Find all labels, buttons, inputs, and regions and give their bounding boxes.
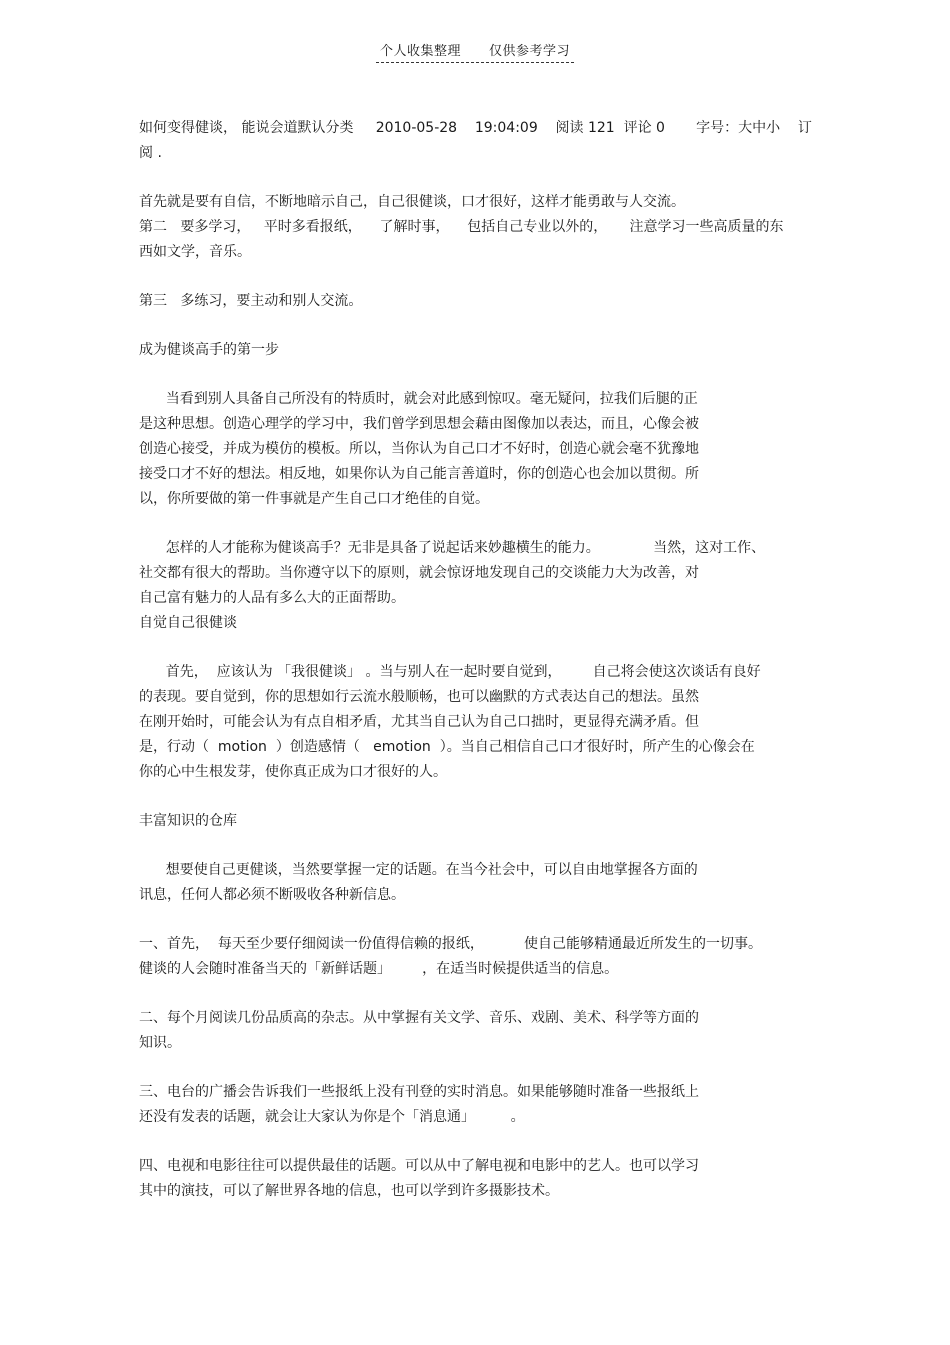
header-right-text: 仅供参考学习: [489, 44, 571, 59]
list-item: [139, 1006, 811, 1056]
document-body: [139, 116, 811, 1204]
meta-line-block: [139, 116, 811, 166]
paragraph: [139, 387, 811, 512]
list-item: [139, 932, 811, 982]
text-line: 社交都有很大的帮助。当你遵守以下的原则，就会惊讶地发现自己的交谈能力大为改善，对: [139, 565, 699, 581]
text-line: 第二 要多学习， 平时多看报纸， 了解时事， 包括自己专业以外的， 注意学习一些高质量的东: [139, 219, 784, 235]
text-line: 还没有发表的话题，就会让大家认为你是个「消息通」 。: [139, 1109, 525, 1125]
text-line: 当看到别人具备自己所没有的特质时，就会对此感到惊叹。毫无疑问，拉我们后腿的正: [139, 391, 698, 407]
text-line: 想要使自己更健谈，当然要掌握一定的话题。在当今社会中，可以自由地掌握各方面的: [139, 862, 698, 878]
text-line: 二、每个月阅读几份品质高的杂志。从中掌握有关文学、音乐、戏剧、美术、科学等方面的: [139, 1010, 699, 1026]
meta-line: 如何变得健谈， 能说会道默认分类 2010-05-28 19:04:09 阅读 121 评论 0 字号：大中小 订: [139, 120, 812, 136]
text-line: 西如文学，音乐。: [139, 244, 251, 260]
header-left-text: 个人收集整理: [379, 44, 461, 59]
intro-third-point: 第三 多练习，要主动和别人交流。: [139, 293, 363, 309]
text-line: 的表现。要自觉到，你的思想如行云流水般顺畅，也可以幽默的方式表达自己的想法。虽然: [139, 689, 699, 705]
text-line: 怎样的人才能称为健谈高手？无非是具备了说起话来妙趣横生的能力。 当然，这对工作、: [139, 540, 766, 556]
text-line: 接受口才不好的想法。相反地，如果你认为自己能言善道时，你的创造心也会加以贯彻。所: [139, 466, 699, 482]
header-banner: [376, 40, 574, 63]
intro-paragraph: [139, 190, 811, 265]
meta-line: 阅 .: [139, 145, 162, 161]
text-line: 讯息，任何人都必须不断吸收各种新信息。: [139, 887, 405, 903]
text-line: 三、电台的广播会告诉我们一些报纸上没有刊登的实时消息。如果能够随时准备一些报纸上: [139, 1084, 699, 1100]
text-line: 创造心接受，并成为模仿的模板。所以，当你认为自己口才不好时，创造心就会毫不犹豫地: [139, 441, 699, 457]
section-heading: 自觉自己很健谈: [139, 615, 237, 631]
paragraph: [139, 536, 811, 611]
text-line: 是，行动（ motion ）创造感情（ emotion ）。当自己相信自己口才很好时，所产生的心像会在: [139, 739, 755, 755]
paragraph: [139, 858, 811, 908]
text-line: 其中的演技，可以了解世界各地的信息，也可以学到许多摄影技术。: [139, 1183, 559, 1199]
text-line: 是这种思想。创造心理学的学习中，我们曾学到思想会藉由图像加以表达，而且，心像会被: [139, 416, 699, 432]
section-heading: 成为健谈高手的第一步: [139, 342, 279, 358]
text-line: 一、首先， 每天至少要仔细阅读一份值得信赖的报纸， 使自己能够精通最近所发生的一切事。: [139, 936, 762, 952]
paragraph: [139, 660, 811, 785]
text-line: 四、电视和电影往往可以提供最佳的话题。可以从中了解电视和电影中的艺人。也可以学习: [139, 1158, 699, 1174]
text-line: 知识。: [139, 1035, 181, 1051]
text-line: 首先就是要有自信，不断地暗示自己，自己很健谈，口才很好，这样才能勇敢与人交流。: [139, 194, 685, 210]
text-line: 以，你所要做的第一件事就是产生自己口才绝佳的自觉。: [139, 491, 489, 507]
page-header: [0, 40, 950, 63]
list-item: [139, 1154, 811, 1204]
section-heading: 丰富知识的仓库: [139, 813, 237, 829]
text-line: 自己富有魅力的人品有多么大的正面帮助。: [139, 590, 405, 606]
text-line: 首先， 应该认为 「我很健谈」 。当与别人在一起时要自觉到， 自己将会使这次谈话有良好: [139, 664, 761, 680]
text-line: 你的心中生根发芽，使你真正成为口才很好的人。: [139, 764, 447, 780]
list-item: [139, 1080, 811, 1130]
text-line: 在刚开始时，可能会认为有点自相矛盾，尤其当自己认为自己口拙时，更显得充满矛盾。但: [139, 714, 699, 730]
text-line: 健谈的人会随时准备当天的「新鲜话题」 ，在适当时候提供适当的信息。: [139, 961, 619, 977]
